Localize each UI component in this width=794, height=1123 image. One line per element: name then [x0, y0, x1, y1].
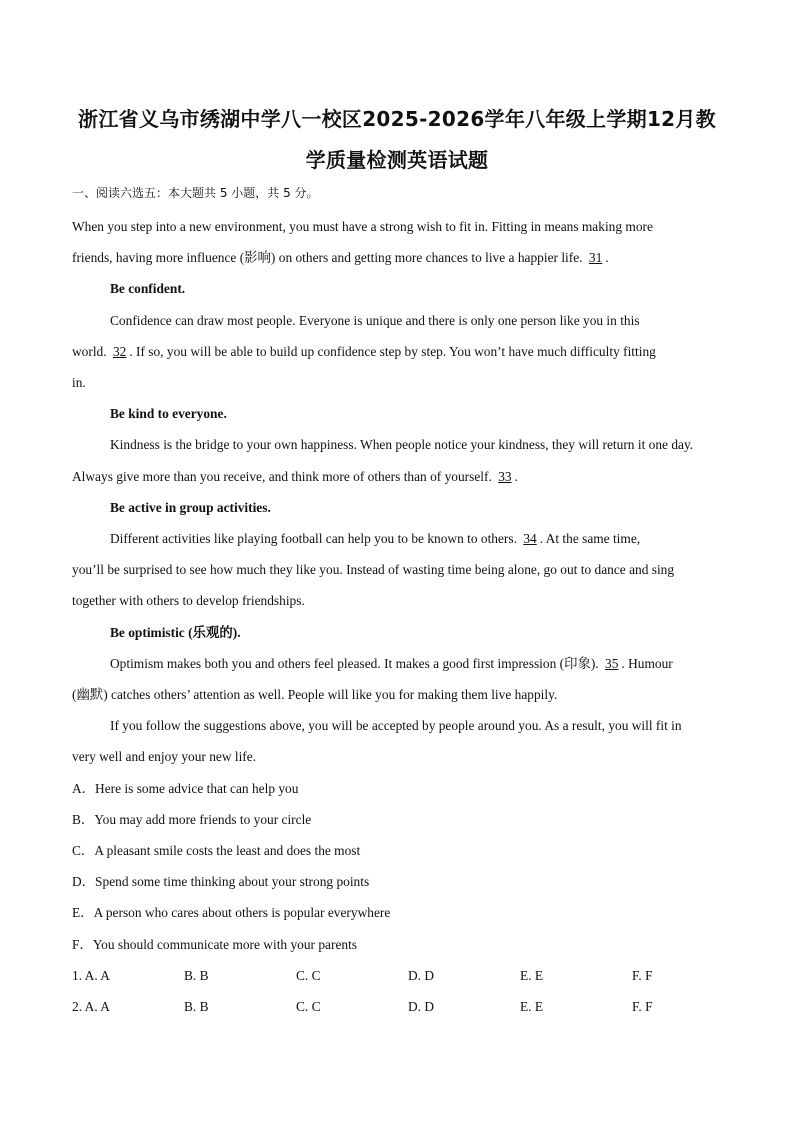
blank-32: 32: [112, 344, 127, 359]
question-1-choice-d[interactable]: D. D: [408, 968, 435, 983]
question-2-choice-b[interactable]: B. B: [184, 999, 209, 1014]
intro-line-2: [72, 249, 724, 267]
optimistic-end: . Humour: [621, 656, 673, 671]
question-1-choice-e[interactable]: E. E: [520, 968, 544, 983]
blank-33: 33: [498, 469, 512, 484]
question-1-choice-a[interactable]: 1. A. A: [72, 968, 110, 983]
heading-be-kind: Be kind to everyone.: [110, 406, 227, 421]
active-line-3: together with others to develop friendships.: [72, 593, 305, 608]
intro-line-1: When you step into a new environment, you must have a strong wish to fit in. Fitting in means making more: [72, 219, 653, 234]
confident-text: . If so, you will be able to build up confidence step by step. You won’t have much difficulty fitting: [129, 344, 656, 359]
question-2-choice-e[interactable]: E. E: [520, 999, 544, 1014]
option-b: B．You may add more friends to your circle: [72, 812, 312, 827]
conclusion-line-2: very well and enjoy your new life.: [72, 749, 257, 764]
exam-title-line1: 浙江省义乌市绣湖中学八一校区2025-2026学年八年级上学期12月教: [78, 107, 716, 131]
optimistic-text: Optimism makes both you and others feel pleased. It makes a good first impression (印象).: [110, 656, 599, 671]
intro-text: friends, having more influence (影响) on others and getting more chances to live a happier life.: [72, 250, 583, 265]
question-2-choice-c[interactable]: C. C: [296, 999, 321, 1014]
active-line-1: [110, 530, 724, 548]
confident-line-3: in.: [72, 375, 86, 390]
conclusion-line-1: If you follow the suggestions above, you will be accepted by people around you. As a result, you will fit in: [110, 718, 682, 733]
active-line-2: you’ll be surprised to see how much they like you. Instead of wasting time being alone, go out to dance and sing: [72, 562, 675, 577]
kind-text: Always give more than you receive, and think more of others than of yourself.: [72, 469, 492, 484]
heading-be-optimistic: Be optimistic (乐观的).: [110, 625, 241, 640]
question-1-choice-f[interactable]: F. F: [632, 968, 653, 983]
option-d: D．Spend some time thinking about your strong points: [72, 874, 370, 889]
confident-line-2: [72, 343, 724, 361]
option-e: E．A person who cares about others is popular everywhere: [72, 905, 391, 920]
intro-end: .: [605, 250, 609, 265]
kind-end: .: [514, 469, 518, 484]
optimistic-line-2: (幽默) catches others’ attention as well. People will like you for making them live happily.: [72, 687, 558, 702]
blank-31: 31: [588, 250, 603, 265]
question-2-choice-f[interactable]: F. F: [632, 999, 653, 1014]
option-a: A．Here is some advice that can help you: [72, 781, 299, 796]
heading-be-active: Be active in group activities.: [110, 500, 271, 515]
blank-35: 35: [605, 656, 619, 671]
question-1-choice-b[interactable]: B. B: [184, 968, 209, 983]
confident-start: world.: [72, 344, 107, 359]
heading-be-confident: Be confident.: [110, 281, 186, 296]
question-2-choice-d[interactable]: D. D: [408, 999, 435, 1014]
optimistic-line-1: [110, 655, 724, 673]
question-2-choice-a[interactable]: 2. A. A: [72, 999, 110, 1014]
active-end: . At the same time,: [539, 531, 641, 546]
section-header: 一、阅读六选五：本大题共 5 小题，共 5 分。: [72, 186, 319, 200]
kind-line-1: Kindness is the bridge to your own happiness. When people notice your kindness, they will return it one day.: [110, 437, 694, 452]
kind-line-2: [72, 468, 724, 486]
exam-title-line2: 学质量检测英语试题: [305, 148, 489, 172]
active-text: Different activities like playing football can help you to be known to others.: [110, 531, 517, 546]
blank-34: 34: [523, 531, 537, 546]
option-f: F．You should communicate more with your parents: [72, 937, 358, 952]
option-c: C．A pleasant smile costs the least and does the most: [72, 843, 361, 858]
question-1-choice-c[interactable]: C. C: [296, 968, 321, 983]
confident-line-1: Confidence can draw most people. Everyone is unique and there is only one person like you in this: [110, 313, 640, 328]
